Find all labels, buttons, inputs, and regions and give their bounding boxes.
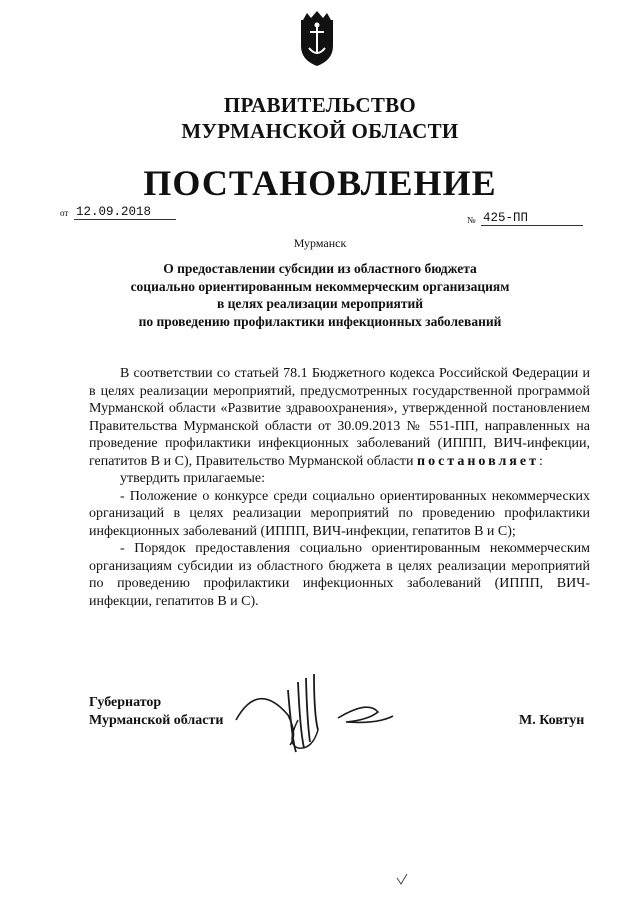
date-prefix: от: [60, 208, 69, 218]
subject-line: в целях реализации мероприятий: [216, 296, 424, 311]
list-item: - Положение о конкурсе среди социально ориентированных некоммерческих организаций в целях реализации мероприятий по проведению профилактики инфекционных заболеваний (ИППП, ВИЧ-инфекции, гепатитов В и С);: [89, 488, 590, 539]
document-subject: [0, 260, 640, 330]
decree-verb: постановляет: [417, 453, 539, 469]
document-number: 425-ПП: [481, 211, 583, 226]
signatory-title-line1: Губернатор: [89, 695, 162, 710]
number-prefix: №: [467, 215, 476, 225]
signatory-title-line2: Мурманской области: [89, 713, 224, 728]
authority-name-line2: МУРМАНСКОЙ ОБЛАСТИ: [181, 119, 459, 143]
subject-line: социально ориентированным некоммерческим организациям: [130, 278, 510, 294]
subject-line: О предоставлении субсидии из областного бюджета: [163, 261, 477, 276]
subject-line: по проведению профилактики инфекционных заболеваний: [138, 313, 502, 329]
body-paragraph: утвердить прилагаемые:: [120, 471, 266, 486]
authority-name-line1: ПРАВИТЕЛЬСТВО: [223, 93, 417, 117]
check-mark-icon: [395, 872, 409, 888]
list-item: - Порядок предоставления социально ориентированным некоммерческим организациям субсидии из областного бюджета в целях реализации мероприятий по проведению профилактики инфекционных заболеваний (ИППП, ВИЧ-инфекции, гепатитов В и С).: [89, 541, 590, 609]
preamble-text: В соответствии со статьей 78.1 Бюджетного кодекса Российской Федерации и в целях реализации мероприятий, предусмотренных государственной программой Мурманской области «Развитие здравоохранения», утвержденной постановлением Правительства Мурманской области от 30.09.2013 № 551-ПП, направленных на проведение профилактики инфекционных заболеваний (ИППП, ВИЧ-инфекции, гепатитов В и С), Правительство Мурманской области: [89, 366, 590, 469]
murmansk-coat-of-arms-icon: [297, 10, 337, 68]
preamble-colon: :: [538, 453, 543, 469]
handwritten-signature: [228, 660, 398, 755]
city-name: Мурманск: [293, 236, 347, 250]
document-body: [89, 365, 590, 610]
document-type-title: ПОСТАНОВЛЕНИЕ: [143, 163, 497, 203]
body-paragraph: [89, 365, 590, 470]
signatory-title: [89, 694, 223, 730]
document-date: 12.09.2018: [74, 205, 176, 220]
signatory-name: М. Ковтун: [519, 713, 585, 728]
